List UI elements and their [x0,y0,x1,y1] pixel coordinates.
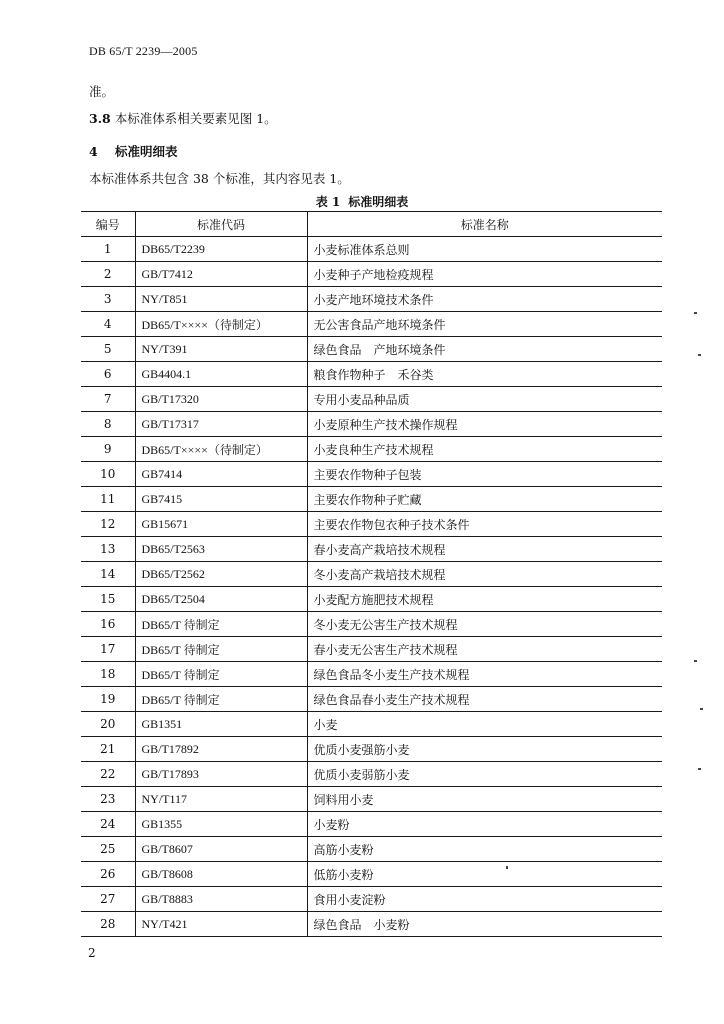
table-row [81,412,662,437]
clause-text: 本标准体系相关要素见图 1。 [114,111,277,126]
standard-code-cell: GB15671 [135,512,307,537]
standard-name-cell: 小麦良种生产技术规程 [307,437,662,462]
document-code-header: DB 65/T 2239—2005 [89,44,198,58]
table-row [81,912,662,937]
standard-code-cell: GB1355 [135,812,307,837]
standard-number-cell: 8 [81,412,135,437]
standard-number-cell: 6 [81,362,135,387]
standard-code-cell: NY/T851 [135,287,307,312]
section-number: 4 [89,144,98,159]
column-header-code: 标准代码 [135,212,307,237]
standard-number-cell: 2 [81,262,135,287]
table-row [81,337,662,362]
table-row [81,587,662,612]
standard-name-cell: 小麦标准体系总则 [307,237,662,262]
table-row [81,312,662,337]
standard-number-cell: 23 [81,787,135,812]
standard-name-cell: 粮食作物种子 禾谷类 [307,362,662,387]
page-number: 2 [88,946,96,960]
standard-number-cell: 26 [81,862,135,887]
table-row [81,462,662,487]
table-caption [0,193,724,210]
standard-number-cell: 16 [81,612,135,637]
standards-table [81,211,662,937]
table-body [81,237,662,937]
standard-code-cell: NY/T421 [135,912,307,937]
section-title: 标准明细表 [115,144,178,159]
table-row [81,262,662,287]
standard-name-cell: 小麦种子产地检疫规程 [307,262,662,287]
table-caption-number: 表 1 [315,195,341,209]
standard-number-cell: 19 [81,687,135,712]
standard-name-cell: 绿色食品 小麦粉 [307,912,662,937]
table-row [81,837,662,862]
scan-speck [700,708,703,710]
standard-name-cell: 春小麦高产栽培技术规程 [307,537,662,562]
standard-code-cell: DB65/T 待制定 [135,662,307,687]
standard-code-cell: GB/T17320 [135,387,307,412]
standard-number-cell: 20 [81,712,135,737]
standard-name-cell: 春小麦无公害生产技术规程 [307,637,662,662]
standard-name-cell: 小麦粉 [307,812,662,837]
table-row [81,787,662,812]
standard-name-cell: 食用小麦淀粉 [307,887,662,912]
standard-code-cell: GB/T7412 [135,262,307,287]
table-row [81,437,662,462]
standard-code-cell: GB/T8883 [135,887,307,912]
standard-code-cell: GB7415 [135,487,307,512]
standard-number-cell: 12 [81,512,135,537]
scan-speck [506,866,508,869]
standard-number-cell: 11 [81,487,135,512]
standard-name-cell: 小麦 [307,712,662,737]
standard-code-cell: GB/T8607 [135,837,307,862]
table-row [81,687,662,712]
standard-code-cell: DB65/T2504 [135,587,307,612]
standard-code-cell: DB65/T 待制定 [135,612,307,637]
standard-name-cell: 绿色食品春小麦生产技术规程 [307,687,662,712]
standard-number-cell: 18 [81,662,135,687]
column-header-name: 标准名称 [307,212,662,237]
standard-name-cell: 优质小麦弱筋小麦 [307,762,662,787]
standard-number-cell: 13 [81,537,135,562]
standard-number-cell: 15 [81,587,135,612]
standard-name-cell: 冬小麦高产栽培技术规程 [307,562,662,587]
standard-name-cell: 无公害食品产地环境条件 [307,312,662,337]
standard-name-cell: 高筋小麦粉 [307,837,662,862]
standard-name-cell: 主要农作物种子贮藏 [307,487,662,512]
standard-number-cell: 10 [81,462,135,487]
standard-name-cell: 冬小麦无公害生产技术规程 [307,612,662,637]
standard-number-cell: 21 [81,737,135,762]
standard-number-cell: 14 [81,562,135,587]
standard-name-cell: 专用小麦品种品质 [307,387,662,412]
standard-code-cell: DB65/T2239 [135,237,307,262]
standard-code-cell: GB4404.1 [135,362,307,387]
standard-number-cell: 25 [81,837,135,862]
standard-code-cell: DB65/T2563 [135,537,307,562]
standard-code-cell: GB/T17892 [135,737,307,762]
standard-name-cell: 饲料用小麦 [307,787,662,812]
standard-number-cell: 3 [81,287,135,312]
table-row [81,737,662,762]
standard-number-cell: 7 [81,387,135,412]
standard-code-cell: GB/T17317 [135,412,307,437]
standard-code-cell: NY/T391 [135,337,307,362]
standard-code-cell: NY/T117 [135,787,307,812]
standard-code-cell: DB65/T××××（待制定） [135,437,307,462]
table-row [81,762,662,787]
table-header-row [81,212,662,237]
continued-text: 准。 [89,84,115,99]
standard-code-cell: DB65/T××××（待制定） [135,312,307,337]
standard-number-cell: 24 [81,812,135,837]
section-heading [89,142,178,160]
standard-code-cell: GB1351 [135,712,307,737]
standard-number-cell: 28 [81,912,135,937]
table-row [81,812,662,837]
table-row [81,662,662,687]
standard-number-cell: 9 [81,437,135,462]
table-row [81,487,662,512]
scan-speck [694,312,697,314]
scan-speck [698,354,701,356]
standard-name-cell: 优质小麦强筋小麦 [307,737,662,762]
clause-number: 3.8 [89,111,111,126]
table-row [81,287,662,312]
table-row [81,862,662,887]
standard-name-cell: 低筋小麦粉 [307,862,662,887]
standard-name-cell: 绿色食品 产地环境条件 [307,337,662,362]
standard-name-cell: 主要农作物包衣种子技术条件 [307,512,662,537]
standard-code-cell: DB65/T 待制定 [135,637,307,662]
standard-name-cell: 绿色食品冬小麦生产技术规程 [307,662,662,687]
table-row [81,362,662,387]
standard-name-cell: 小麦配方施肥技术规程 [307,587,662,612]
standard-name-cell: 小麦原种生产技术操作规程 [307,412,662,437]
standard-number-cell: 5 [81,337,135,362]
table-row [81,512,662,537]
standard-name-cell: 主要农作物种子包装 [307,462,662,487]
clause-3-8 [89,109,277,127]
standard-name-cell: 小麦产地环境技术条件 [307,287,662,312]
column-header-number: 编号 [81,212,135,237]
table-row [81,237,662,262]
scan-speck [698,768,701,770]
standard-number-cell: 1 [81,237,135,262]
table-row [81,612,662,637]
standard-code-cell: GB/T17893 [135,762,307,787]
table-row [81,562,662,587]
table-row [81,887,662,912]
standard-code-cell: GB/T8608 [135,862,307,887]
standard-code-cell: DB65/T2562 [135,562,307,587]
standard-code-cell: GB7414 [135,462,307,487]
table-row [81,712,662,737]
standard-number-cell: 4 [81,312,135,337]
standard-number-cell: 17 [81,637,135,662]
table-row [81,637,662,662]
table-row [81,537,662,562]
standard-number-cell: 27 [81,887,135,912]
scan-speck [694,660,697,662]
table-caption-title: 标准明细表 [348,195,409,209]
standard-number-cell: 22 [81,762,135,787]
standard-code-cell: DB65/T 待制定 [135,687,307,712]
intro-paragraph: 本标准体系共包含 38 个标准，其内容见表 1。 [89,171,350,186]
table-row [81,387,662,412]
